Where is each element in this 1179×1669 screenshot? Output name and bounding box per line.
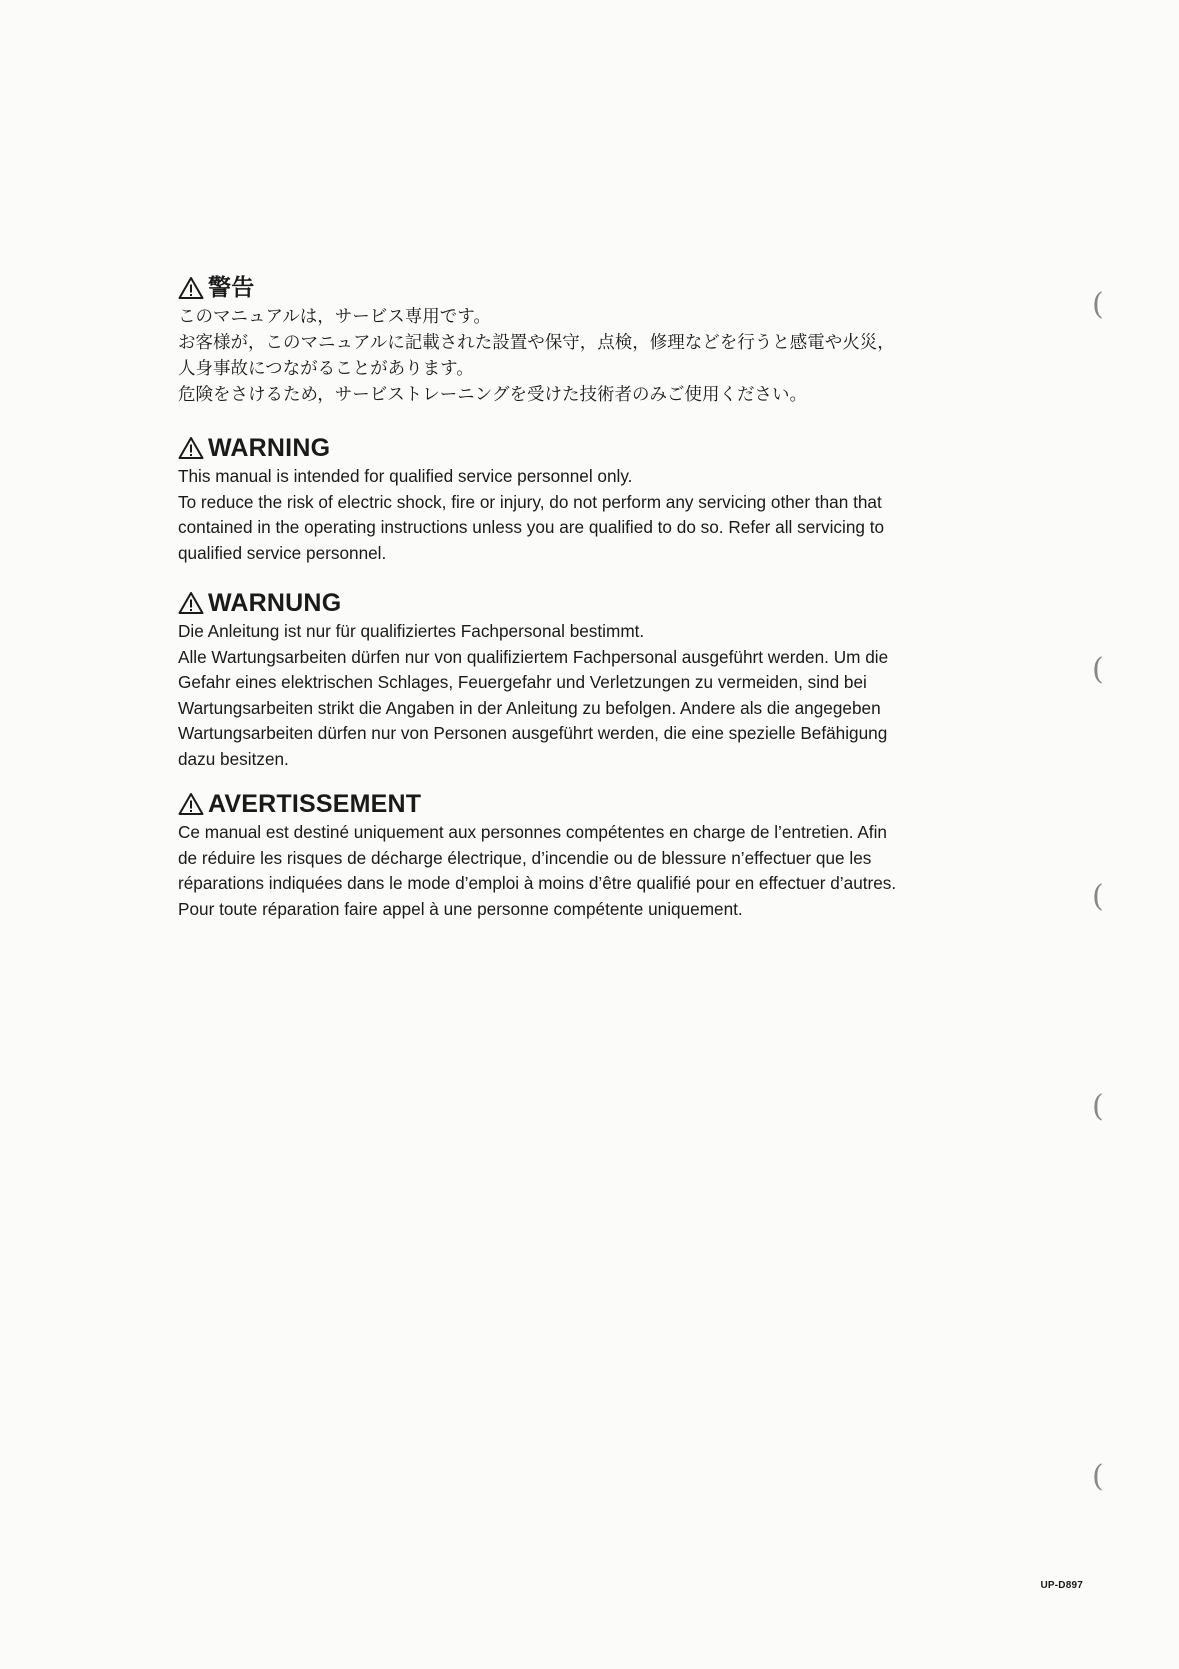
body-line: contained in the operating instructions unless you are qualified to do so. Refer all servicing to <box>178 517 885 537</box>
body-line: Wartungsarbeiten strikt die Angaben in der Anleitung zu befolgen. Andere als die angegeben <box>178 697 881 718</box>
body-line: 危険をさけるため，サービストレーニングを受けた技術者のみご使用ください。 <box>178 385 807 405</box>
body-line: Pour toute réparation faire appel à une personne compétente uniquement. <box>178 898 743 919</box>
warning-section-french <box>178 788 1008 922</box>
body-line: To reduce the risk of electric shock, fire or injury, do not perform any servicing other than that <box>178 491 882 512</box>
body-line: Wartungsarbeiten dürfen nur von Personen ausgeführt werden, die eine spezielle Befähigung <box>178 723 888 743</box>
body-line: お客様が，このマニュアルに記載された設置や保守，点検，修理などを行うと感電や火災， <box>178 333 895 353</box>
body-line: 人身事故につながることがあります。 <box>178 359 474 379</box>
warning-triangle-icon <box>178 792 204 816</box>
warning-heading-japanese <box>178 272 1008 304</box>
warning-triangle-icon <box>178 591 204 615</box>
warning-title: 警告 <box>208 275 255 301</box>
scan-artifact: ( <box>1092 652 1104 687</box>
warning-section-german <box>178 587 1008 772</box>
warning-section-english <box>178 432 1008 566</box>
scan-artifact: ( <box>1092 287 1104 322</box>
warning-section-japanese <box>178 272 1008 408</box>
warning-title: WARNUNG <box>208 589 342 617</box>
body-line: qualified service personnel. <box>178 542 387 563</box>
body-line: Ce manual est destiné uniquement aux personnes compétentes en charge de l’entretien. Afin <box>178 822 887 842</box>
body-line: Gefahr eines elektrischen Schlages, Feuergefahr und Verletzungen zu vermeiden, sind bei <box>178 672 867 692</box>
body-line: Alle Wartungsarbeiten dürfen nur von qualifiziertem Fachpersonal ausgeführt werden. Um die <box>178 646 889 667</box>
scan-artifact: ( <box>1092 1089 1104 1124</box>
scan-artifact: ( <box>1092 1459 1104 1494</box>
warning-heading-french <box>178 788 1008 820</box>
scan-artifact: ( <box>1092 879 1104 914</box>
body-line: de réduire les risques de décharge électrique, d’incendie ou de blessure n’effectuer que les <box>178 847 872 868</box>
body-line: このマニュアルは，サービス専用です。 <box>178 307 491 327</box>
warning-title: AVERTISSEMENT <box>208 790 422 818</box>
warning-heading-german <box>178 587 1008 619</box>
warning-triangle-icon <box>178 276 204 300</box>
warning-heading-english <box>178 432 1008 464</box>
body-line: réparations indiquées dans le mode d’emploi à moins d’être qualifié pour en effectuer d’autres. <box>178 873 897 893</box>
warning-triangle-icon <box>178 436 204 460</box>
warning-title: WARNING <box>208 434 331 462</box>
body-line: dazu besitzen. <box>178 748 289 769</box>
body-line: This manual is intended for qualified service personnel only. <box>178 466 633 486</box>
body-line: Die Anleitung ist nur für qualifiziertes Fachpersonal bestimmt. <box>178 621 645 641</box>
model-code: UP-D897 <box>1040 1580 1083 1591</box>
